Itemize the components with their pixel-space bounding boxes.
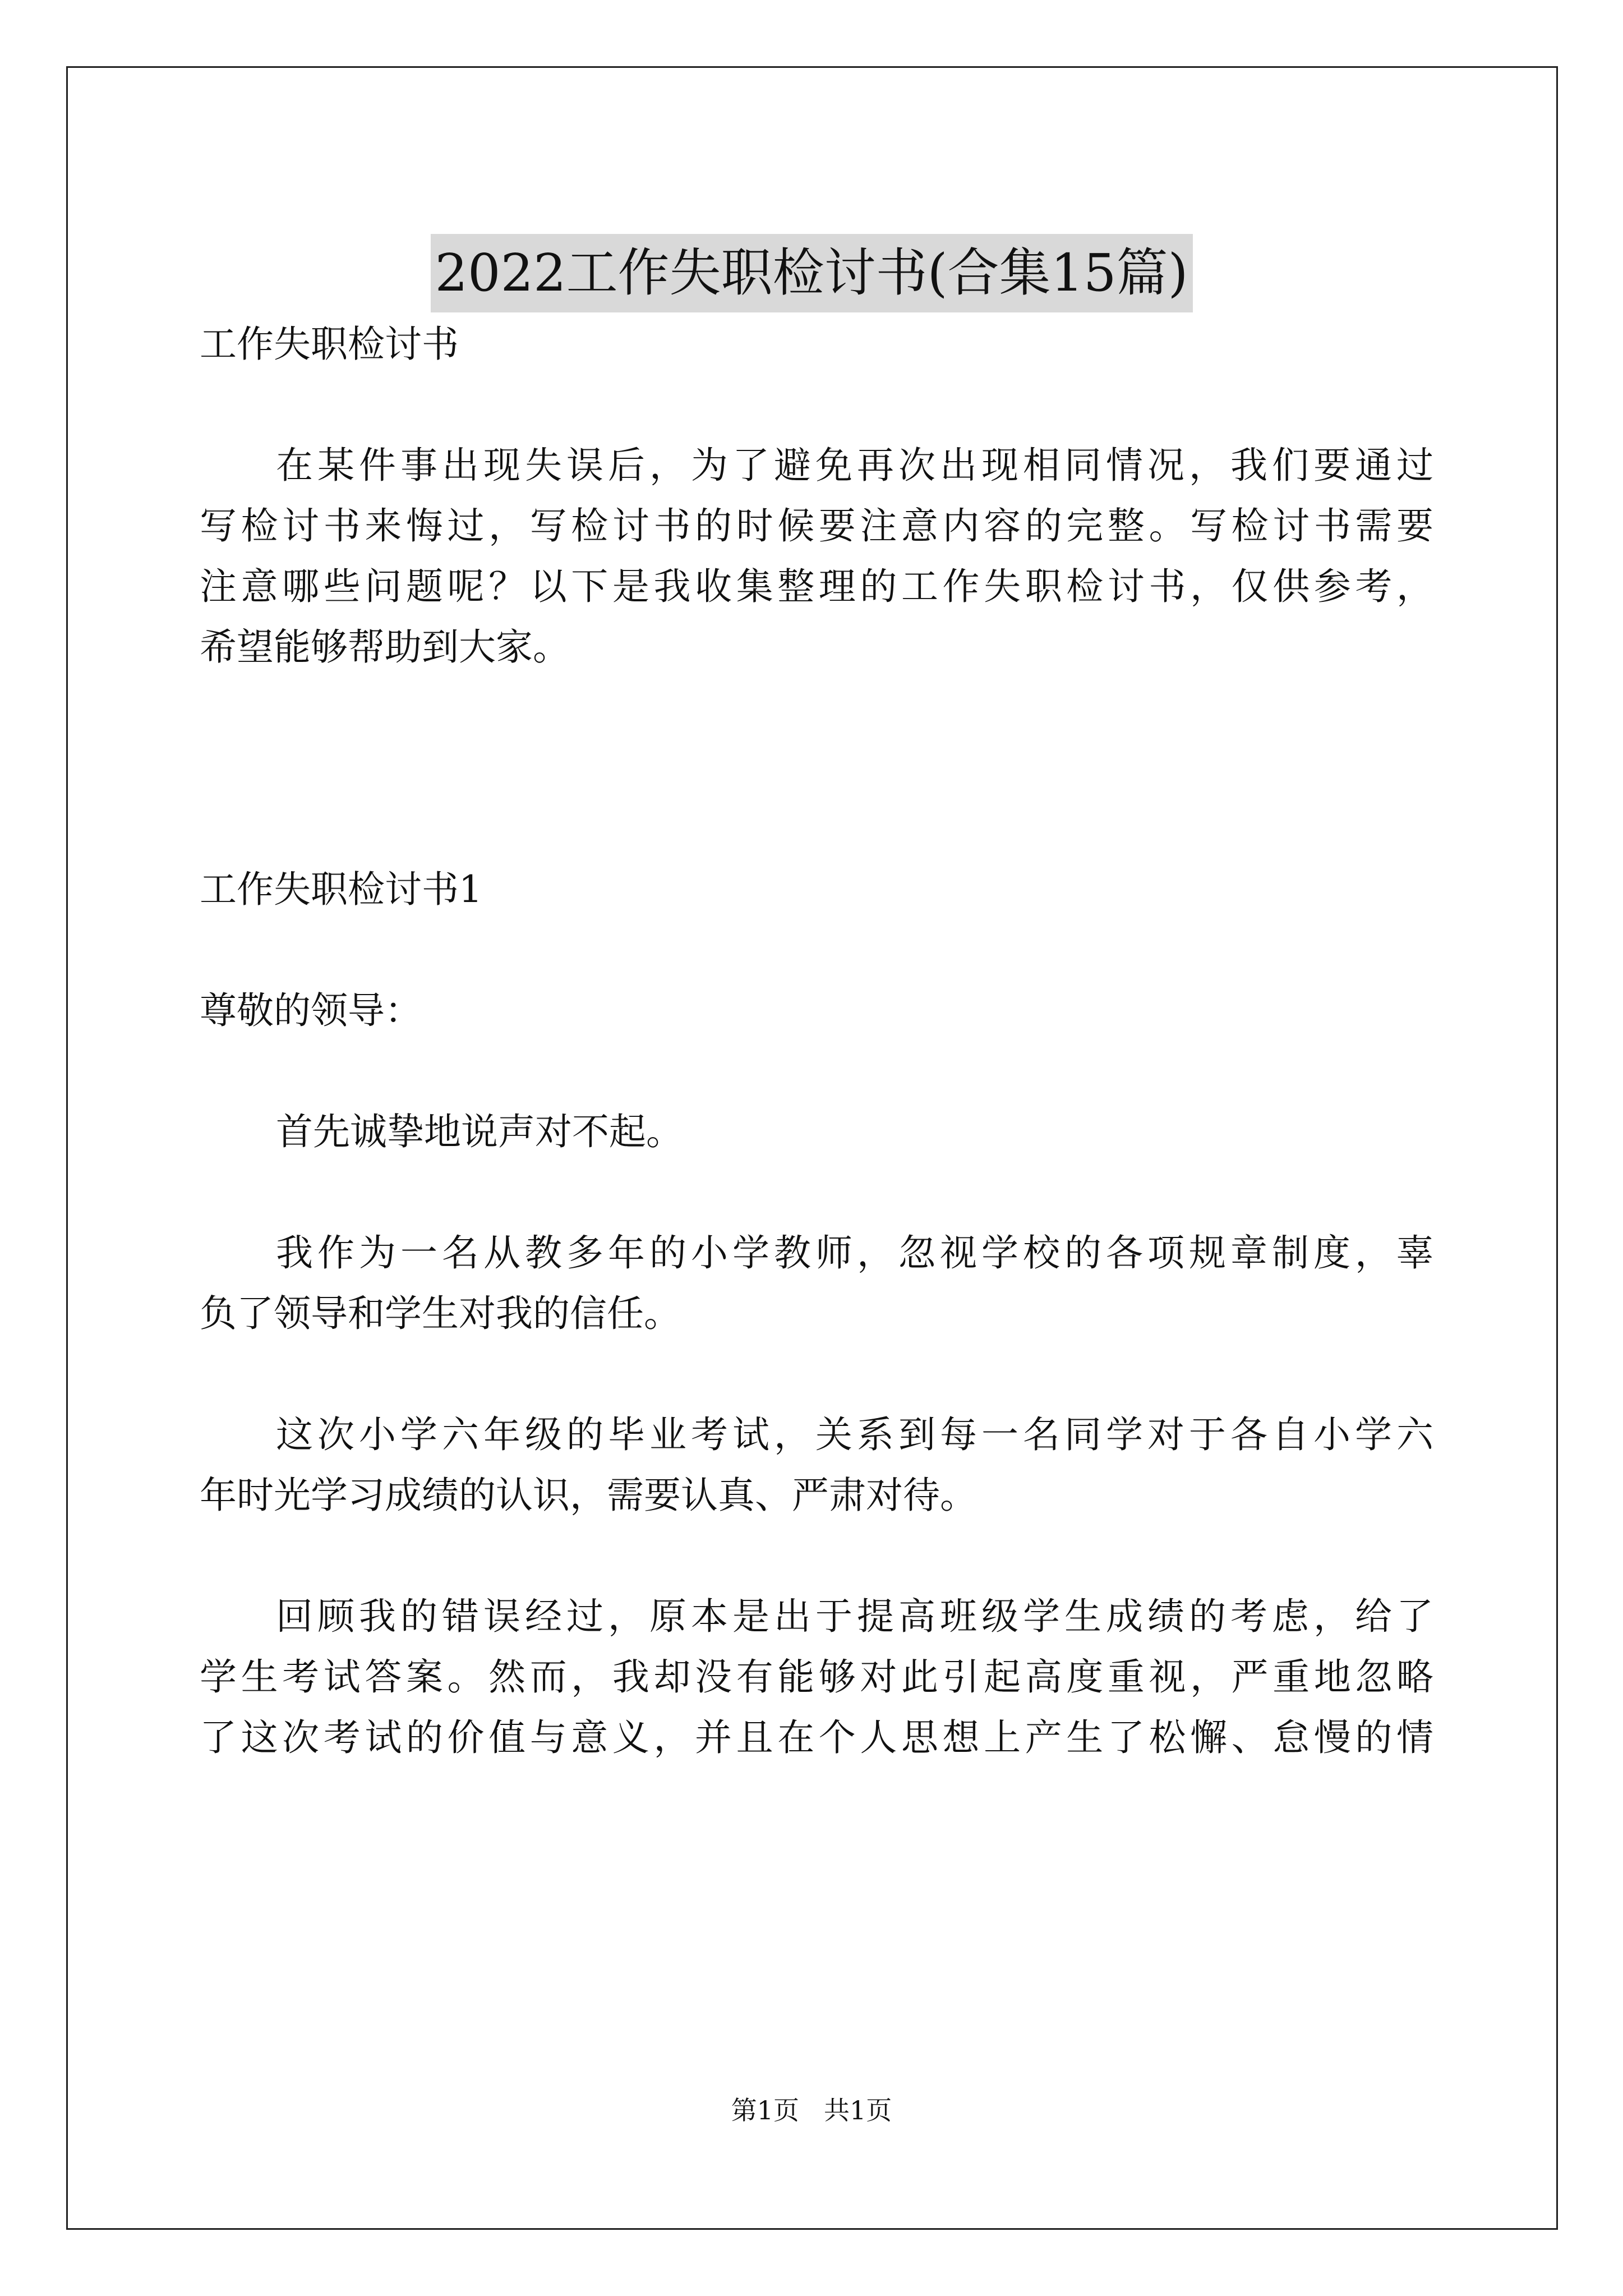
spacer — [200, 375, 1433, 435]
paragraph-line: 学生考试答案。然而，我却没有能够对此引起高度重视，严重地忽略 — [200, 1655, 1433, 1699]
paragraph-line: 在某件事出现失误后，为了避免再次出现相同情况，我们要通过 — [276, 444, 1433, 487]
paragraph-line: 了这次考试的价值与意义，并且在个人思想上产生了松懈、怠慢的情 — [200, 1716, 1433, 1759]
paragraph-line: 我作为一名从教多年的小学教师，忽视学校的各项规章制度，辜 — [276, 1231, 1433, 1274]
spacer — [200, 799, 1433, 859]
paragraph-line: 注意哪些问题呢？以下是我收集整理的工作失职检讨书，仅供参考， — [200, 565, 1433, 608]
section-heading: 工作失职检讨书 — [200, 323, 459, 366]
document-title: 2022工作失职检讨书(合集15篇) — [431, 234, 1193, 312]
paragraph-line: 首先诚挚地说声对不起。 — [276, 1110, 683, 1153]
document-body — [200, 314, 1433, 1768]
spacer — [200, 1344, 1433, 1405]
paragraph-line: 这次小学六年级的毕业考试，关系到每一名同学对于各自小学六 — [276, 1413, 1433, 1456]
spacer — [200, 1526, 1433, 1586]
paragraph-line: 写检讨书来悔过，写检讨书的时候要注意内容的完整。写检讨书需要 — [200, 504, 1433, 547]
spacer — [200, 1162, 1433, 1223]
spacer — [200, 1041, 1433, 1102]
page-number: 第1页 — [731, 2095, 799, 2125]
page-footer — [0, 2093, 1623, 2127]
paragraph-line: 负了领导和学生对我的信任。 — [200, 1292, 681, 1335]
paragraph-line: 年时光学习成绩的认识，需要认真、严肃对待。 — [200, 1474, 977, 1517]
paragraph-line: 希望能够帮助到大家。 — [200, 625, 570, 669]
salutation: 尊敬的领导： — [200, 989, 422, 1032]
page-total: 共1页 — [824, 2095, 892, 2125]
spacer — [200, 738, 1433, 799]
section-heading: 工作失职检讨书1 — [200, 868, 482, 911]
paragraph-line: 回顾我的错误经过，原本是出于提高班级学生成绩的考虑，给了 — [276, 1595, 1433, 1638]
spacer — [200, 678, 1433, 738]
spacer — [200, 920, 1433, 981]
